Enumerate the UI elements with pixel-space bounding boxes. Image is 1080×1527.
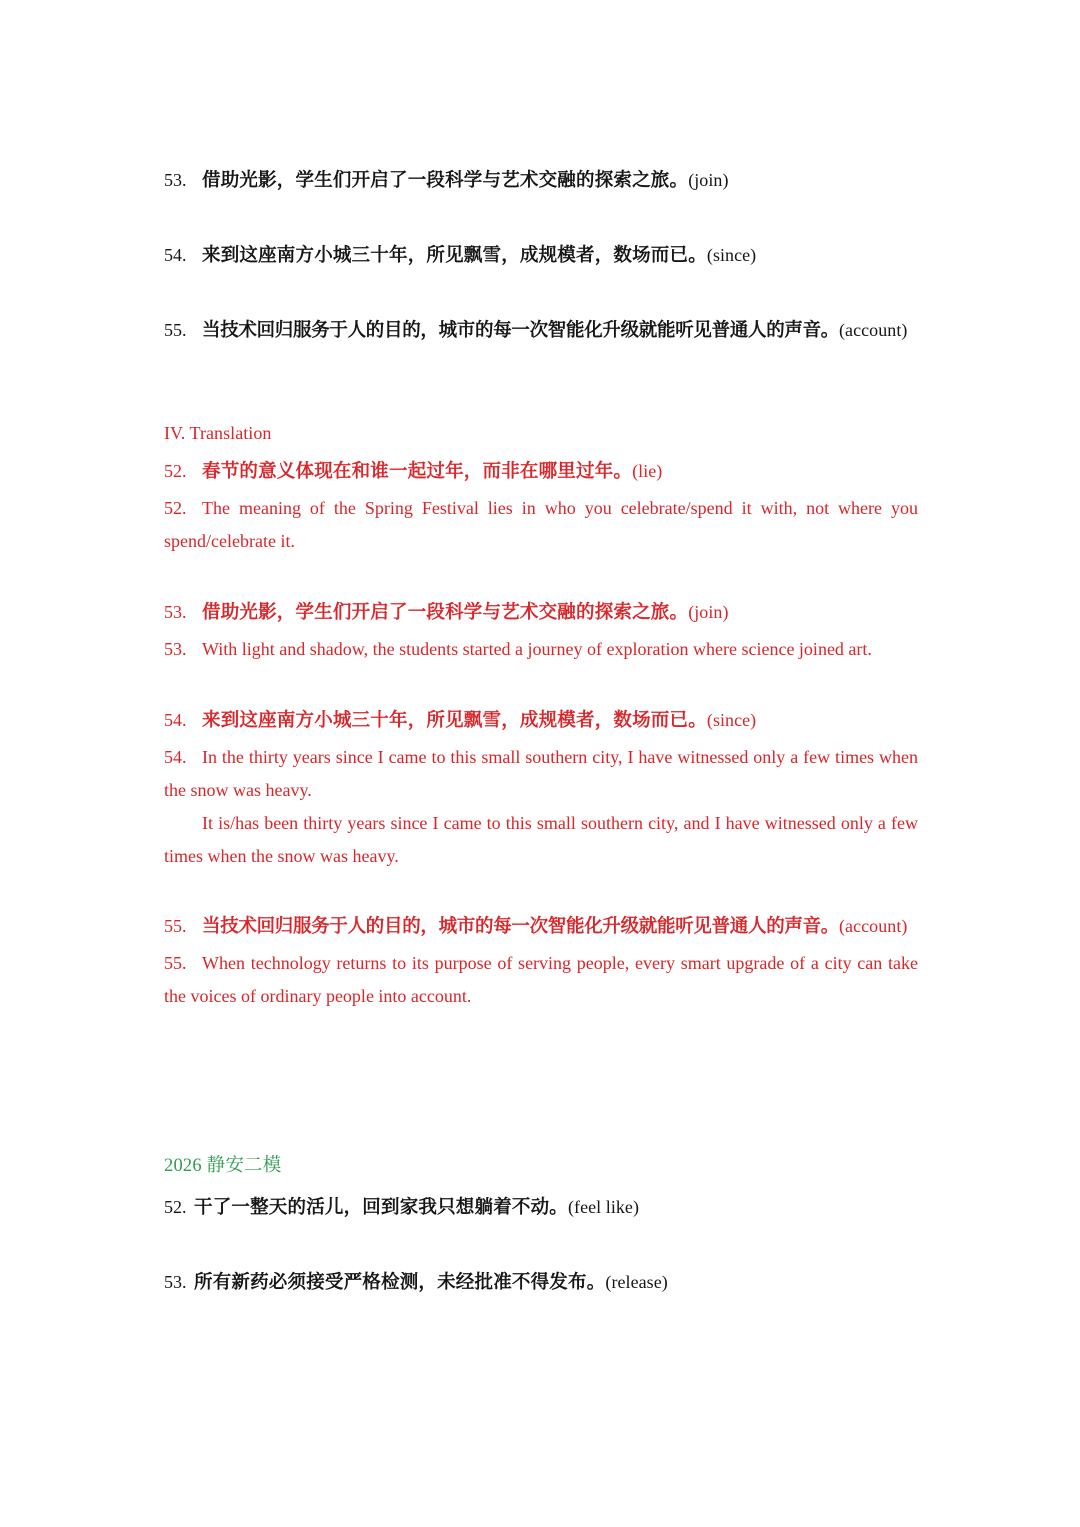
question-53-2026: 53. 所有新药必须接受严格检测，未经批准不得发布。(release) [164, 1272, 668, 1293]
translation-heading: IV. Translation [164, 423, 272, 443]
question-52-2026: 52. 干了一整天的活儿，回到家我只想躺着不动。(feel like) [164, 1197, 640, 1218]
translation-answer-54a: 54. In the thirty years since I came to this small southern city, I have witnessed only a few times when the snow was heavy. [164, 747, 918, 800]
translation-question-52: 52. 春节的意义体现在和谁一起过年，而非在哪里过年。(lie) [164, 461, 663, 482]
translation-question-54: 54. 来到这座南方小城三十年，所见飘雪，成规模者，数场而已。(since) [164, 710, 757, 731]
translation-answer-52: 52. The meaning of the Spring Festival lies in who you celebrate/spend it with, not where you spend/celebrate it. [164, 498, 918, 551]
translation-question-53: 53. 借助光影，学生们开启了一段科学与艺术交融的探索之旅。(join) [164, 602, 729, 623]
question-53-top: 53. 借助光影，学生们开启了一段科学与艺术交融的探索之旅。(join) [164, 170, 729, 191]
question-54-top: 54. 来到这座南方小城三十年，所见飘雪，成规模者，数场而已。(since) [164, 245, 757, 266]
translation-answer-53: 53. With light and shadow, the students started a journey of exploration where science joined art. [164, 639, 872, 659]
question-55-top: 55. 当技术回归服务于人的目的，城市的每一次智能化升级就能听见普通人的声音。(account) [164, 320, 908, 341]
section-2026-heading: 2026 静安二模 [164, 1156, 282, 1176]
translation-answer-54b: It is/has been thirty years since I came to this small southern city, and I have witnessed only a few times when the snow was heavy. [164, 813, 918, 866]
translation-answer-55: 55. When technology returns to its purpose of serving people, every smart upgrade of a city can take the voices of ordinary people into account. [164, 953, 918, 1006]
translation-question-55: 55. 当技术回归服务于人的目的，城市的每一次智能化升级就能听见普通人的声音。(account) [164, 916, 908, 937]
